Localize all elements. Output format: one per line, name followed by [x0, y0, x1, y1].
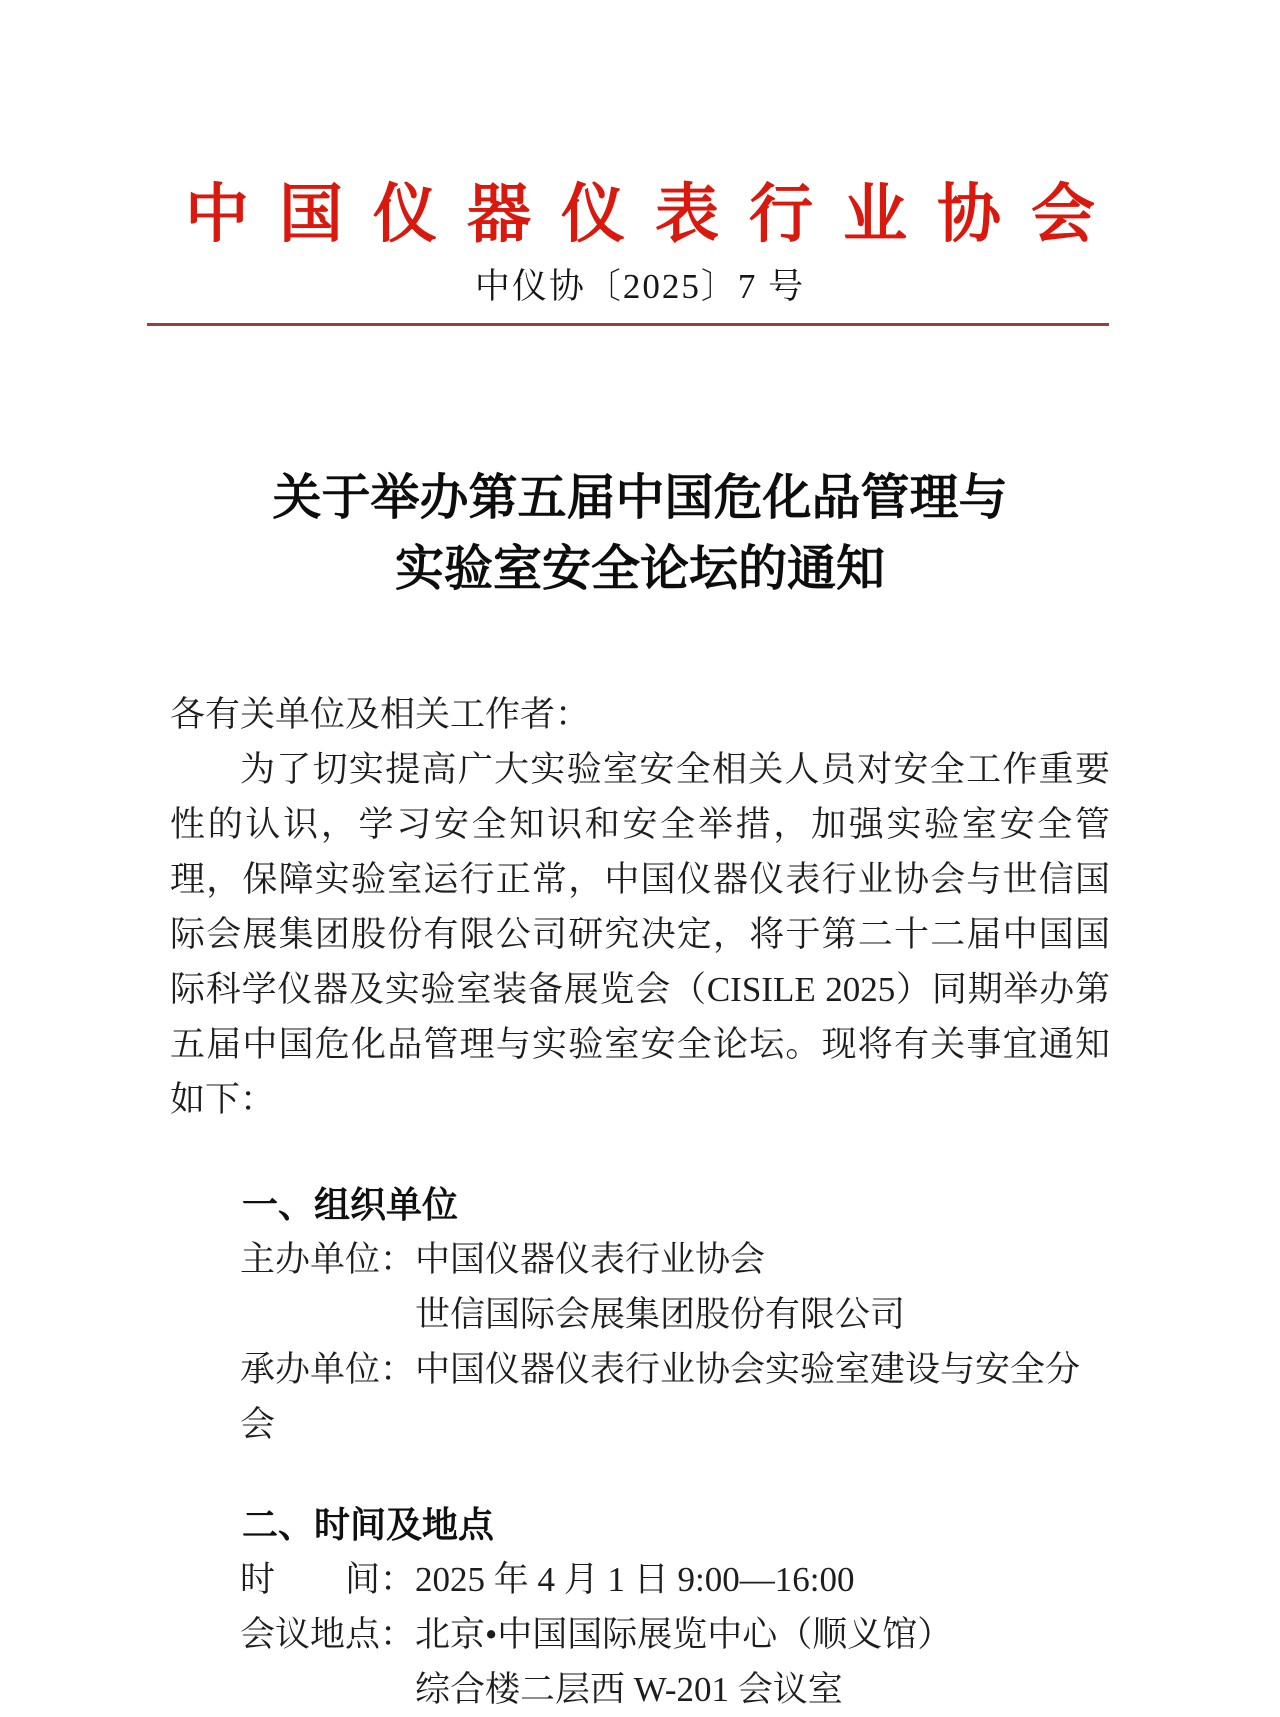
- org-title: 中国仪器仪表行业协会: [185, 179, 1125, 250]
- intro-paragraph: 为了切实提高广大实验室安全相关人员对安全工作重要性的认识，学习安全知识和安全举措，加强实验室安全管理，保障实验室运行正常，中国仪器仪表行业协会与世信国际会展集团股份有限公司研究决定，将于第二十二届中国国际科学仪器及实验室装备展览会（CISILE 2025）同期举办第五届中国危化品管理与实验室安全论坛。现将有关事宜通知如下：: [170, 750, 1110, 1119]
- meeting-room-line: 综合楼二层西 W-201 会议室: [415, 1670, 843, 1709]
- host-unit-line: 主办单位：中国仪器仪表行业协会: [240, 1240, 766, 1279]
- document-title-line-2: 实验室安全论坛的通知: [394, 541, 885, 596]
- section-1-heading: 一、组织单位: [242, 1184, 459, 1225]
- document-body: [170, 687, 1110, 1717]
- document-number: 中仪协〔2025〕7 号: [474, 267, 806, 306]
- section-2-heading: 二、时间及地点: [242, 1504, 495, 1545]
- undertaker-unit-line: 承办单位：中国仪器仪表行业协会实验室建设与安全分会: [240, 1350, 1081, 1444]
- document-title-line-1: 关于举办第五届中国危化品管理与: [272, 470, 1008, 525]
- header-red-divider: [147, 323, 1109, 326]
- document-title: [0, 462, 1280, 604]
- host-unit-line-2: 世信国际会展集团股份有限公司: [415, 1295, 906, 1334]
- meeting-venue-line: 会议地点：北京•中国国际展览中心（顺义馆）: [240, 1615, 953, 1654]
- salutation: 各有关单位及相关工作者：: [170, 695, 591, 734]
- meeting-time-line: 时 间：2025 年 4 月 1 日 9:00—16:00: [240, 1560, 855, 1599]
